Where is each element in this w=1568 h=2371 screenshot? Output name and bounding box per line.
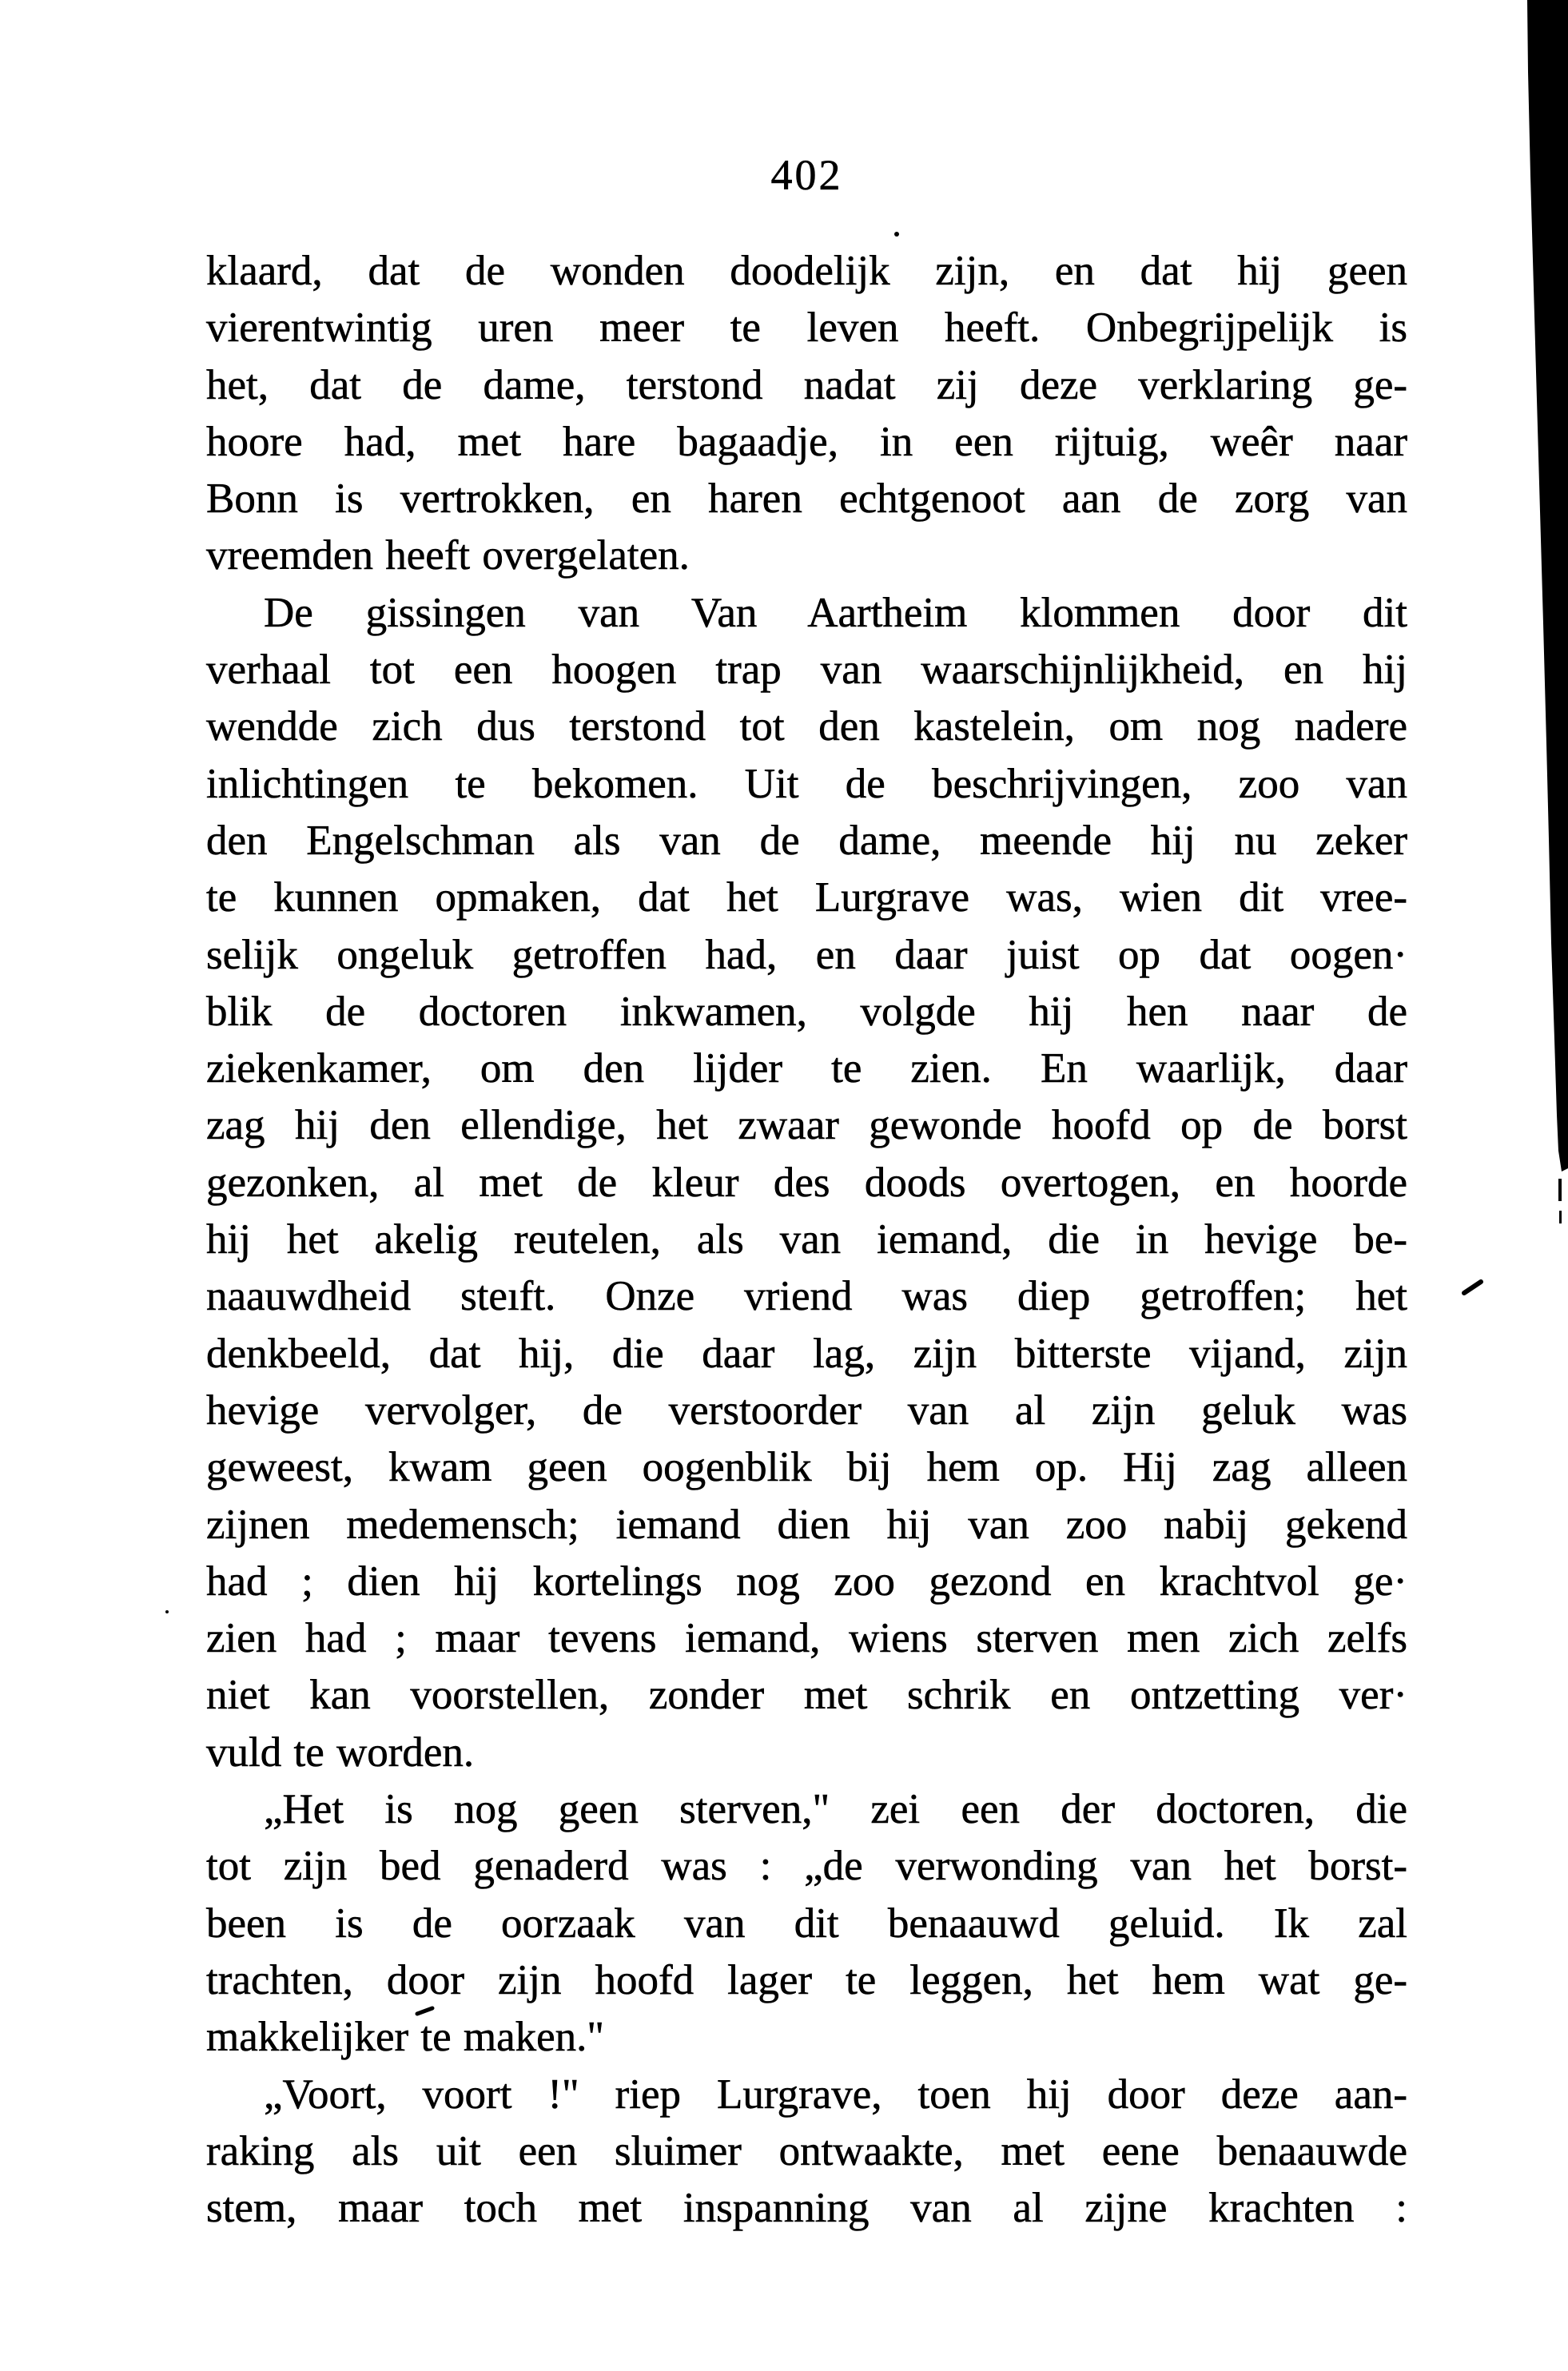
text-line: Bonn is vertrokken, en haren echtgenoot aan de zorg van xyxy=(206,475,1407,523)
text-line: hoore had, met hare bagaadje, in een rijtuig, weêr naar xyxy=(206,418,1407,465)
text-line: raking als uit een sluimer ontwaakte, met eene benaauwde xyxy=(206,2127,1407,2174)
scan-speck-dot xyxy=(165,1610,169,1613)
text-line: had ; dien hij kortelings nog zoo gezond en krachtvol ge· xyxy=(206,1557,1407,1605)
text-line: trachten, door zijn hoofd lager te leggen, het hem wat ge- xyxy=(206,1956,1407,2003)
text-line: zijnen medemensch; iemand dien hij van zoo nabij gekend xyxy=(206,1501,1407,1548)
text-line: zag hij den ellendige, het zwaar gewonde hoofd op de borst xyxy=(206,1102,1407,1149)
text-line: wendde zich dus terstond tot den kastelein, om nog nadere xyxy=(206,703,1407,750)
text-line: hevige vervolger, de verstoorder van al zijn geluk was xyxy=(206,1386,1407,1434)
text-line: De gissingen van Van Aartheim klommen door dit xyxy=(264,589,1407,636)
text-line: selijk ongeluk getroffen had, en daar juist op dat oogen· xyxy=(206,931,1407,978)
text-line: tot zijn bed genaderd was : „de verwonding van het borst- xyxy=(206,1843,1407,1890)
text-line: gezonken, al met de kleur des doods overtogen, en hoorde xyxy=(206,1159,1407,1206)
page-edge-shadow xyxy=(1527,0,1568,1172)
text-block xyxy=(206,243,1407,2237)
text-line: been is de oorzaak van dit benaauwd geluid. Ik zal xyxy=(206,1900,1407,1947)
text-line: „Voort, voort !" riep Lurgrave, toen hij door deze aan- xyxy=(264,2071,1407,2118)
text-line: vuld te worden. xyxy=(206,1729,475,1776)
text-line: den Engelschman als van de dame, meende hij nu zeker xyxy=(206,817,1407,864)
page-edge-shadow-dash xyxy=(1558,1179,1562,1201)
page-edge-shadow-dash xyxy=(1559,1211,1562,1223)
text-line: hij het akelig reutelen, als van iemand, die in hevige be- xyxy=(206,1216,1407,1263)
text-line: inlichtingen te bekomen. Uit de beschrijvingen, zoo van xyxy=(206,760,1407,807)
text-line: het, dat de dame, terstond nadat zij deze verklaring ge- xyxy=(206,361,1407,408)
page-number: 402 xyxy=(770,151,843,199)
text-line: klaard, dat de wonden doodelijk zijn, en dat hij geen xyxy=(206,248,1407,294)
scan-mark-diagonal xyxy=(1464,1282,1481,1293)
text-line: verhaal tot een hoogen trap van waarschijnlijkheid, en hij xyxy=(206,646,1407,694)
text-line: denkbeeld, dat hij, die daar lag, zijn bitterste vijand, zijn xyxy=(206,1330,1407,1377)
text-line: stem, maar toch met inspanning van al zijne krachten : xyxy=(206,2185,1407,2232)
text-line: niet kan voorstellen, zonder met schrik en ontzetting ver· xyxy=(206,1672,1407,1719)
text-line: blik de doctoren inkwamen, volgde hij hen naar de xyxy=(206,988,1407,1035)
text-line: ziekenkamer, om den lijder te zien. En waarlijk, daar xyxy=(206,1045,1407,1092)
scan-speck-dot xyxy=(894,232,899,237)
text-line: naauwdheid steıft. Onze vriend was diep getroffen; het xyxy=(206,1273,1407,1320)
text-line: „Het is nog geen sterven," zei een der doctoren, die xyxy=(264,1786,1407,1833)
text-line: vierentwintig uren meer te leven heeft. Onbegrijpelijk is xyxy=(206,304,1407,352)
text-line: te kunnen opmaken, dat het Lurgrave was, wien dit vree- xyxy=(206,874,1407,921)
text-line: makkelijker te maken." xyxy=(206,2014,605,2061)
text-line: zien had ; maar tevens iemand, wiens sterven men zich zelfs xyxy=(206,1615,1407,1662)
text-line: vreemden heeft overgelaten. xyxy=(206,532,690,579)
text-line: geweest, kwam geen oogenblik bij hem op. Hij zag alleen xyxy=(206,1444,1407,1491)
